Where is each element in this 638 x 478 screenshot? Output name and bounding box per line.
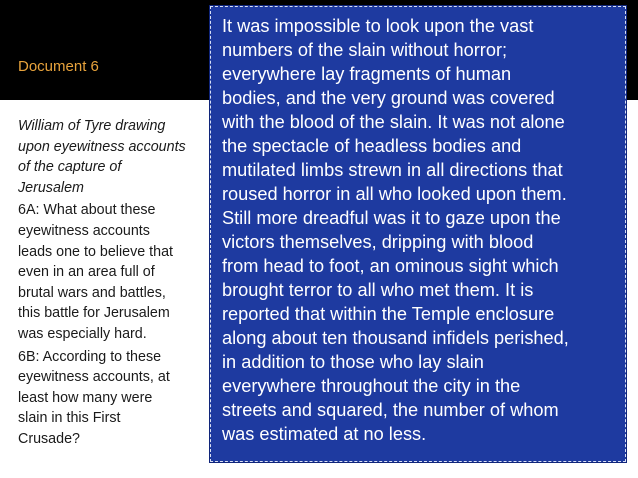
quote-line: everywhere lay fragments of human <box>222 64 512 84</box>
quote-line: It was impossible to look upon the vast <box>222 16 534 36</box>
question-6b-line: 6B: According to these <box>18 348 162 365</box>
question-6a-line: 6A: What about these <box>18 202 156 219</box>
quote-line: from head to foot, an ominous sight which <box>222 256 559 276</box>
attribution-line: of the capture of <box>18 159 122 176</box>
question-6b-line: least how many were <box>18 389 153 406</box>
question-6b-line: eyewitness accounts, at <box>18 369 170 386</box>
question-6a-line: was especially hard. <box>18 325 147 342</box>
question-6a-line: leads one to believe that <box>18 243 173 260</box>
quote-line: numbers of the slain without horror; <box>222 40 508 60</box>
quote-line: in addition to those who lay slain <box>222 352 484 372</box>
question-6a <box>18 200 206 344</box>
quote-line: bodies, and the very ground was covered <box>222 88 555 108</box>
question-6a-line: brutal wars and battles, <box>18 284 166 301</box>
attribution-line: William of Tyre drawing <box>18 118 166 134</box>
quote-line: roused horror in all who looked upon them. <box>222 184 567 204</box>
quote-line: streets and squared, the number of whom <box>222 400 559 420</box>
question-6b-line: slain in this First <box>18 410 121 427</box>
attribution-line: upon eyewitness accounts <box>18 138 186 155</box>
attribution <box>18 116 206 198</box>
attribution-line: Jerusalem <box>18 179 84 196</box>
quote-line: mutilated limbs strewn in all directions that <box>222 160 563 180</box>
quote-text <box>222 14 622 446</box>
quote-line: reported that within the Temple enclosure <box>222 304 555 324</box>
quote-line: the spectacle of headless bodies and <box>222 136 522 156</box>
question-6b-line: Crusade? <box>18 430 80 447</box>
quote-line: brought terror to all who met them. It is <box>222 280 534 300</box>
quote-line: with the blood of the slain. It was not alone <box>222 112 565 132</box>
slide-title: Document 6 <box>18 58 99 75</box>
quote-line: was estimated at no less. <box>222 424 427 444</box>
quote-line: along about ten thousand infidels perished, <box>222 328 569 348</box>
question-6a-line: this battle for Jerusalem <box>18 305 170 322</box>
quote-line: everywhere throughout the city in the <box>222 376 521 396</box>
question-6a-line: even in an area full of <box>18 264 155 281</box>
question-6b <box>18 347 206 450</box>
quote-line: victors themselves, dripping with blood <box>222 232 534 252</box>
question-6a-line: eyewitness accounts <box>18 222 150 239</box>
left-column <box>18 116 206 452</box>
quote-line: Still more dreadful was it to gaze upon the <box>222 208 561 228</box>
